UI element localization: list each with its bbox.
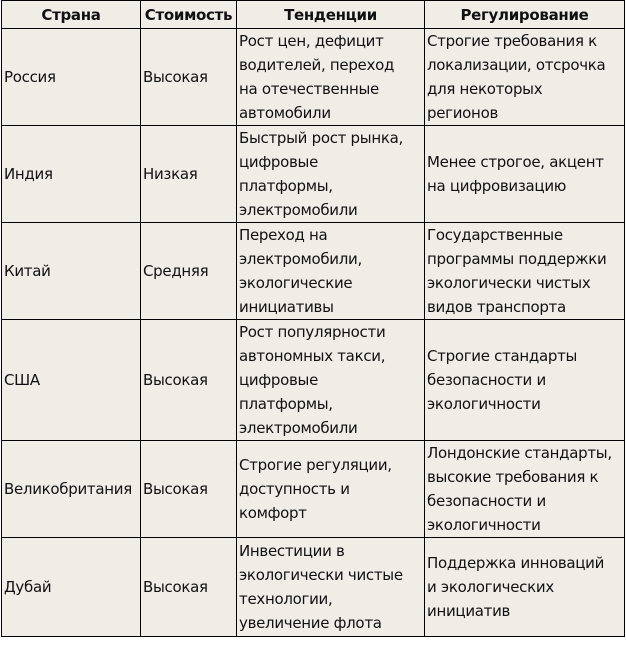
regulation-cell [425,29,625,126]
trends-cell [237,223,425,320]
trends-cell [237,441,425,538]
trends-cell-line: платформы, [239,177,333,195]
trends-cell-line: водителей, переход [239,56,395,74]
trends-cell-line: электромобили [239,201,358,219]
regulation-cell-line: и экологических [427,578,554,596]
regulation-cell-line: экологичности [427,395,541,413]
trends-cell-line: увеличение флота [239,614,382,632]
trends-cell-line: экологические [239,274,353,292]
regulation-cell-line: Поддержка инноваций [427,554,605,572]
trends-cell-line: платформы, [239,395,333,413]
trends-cell-line: технологии, [239,590,333,608]
regulation-cell [425,223,625,320]
trends-cell-line: цифровые [239,371,318,389]
header-country: Страна [2,1,141,29]
country-cell: Индия [2,126,141,223]
regulation-cell-line: Строгие требования к [427,32,597,50]
country-cell: Дубай [2,538,141,637]
trends-cell-line: автомобили [239,104,331,122]
trends-cell-line: комфорт [239,504,307,522]
regulation-cell [425,538,625,637]
trends-cell-line: Переход на [239,226,328,244]
table-row [2,538,625,637]
table-row [2,441,625,538]
cost-cell: Средняя [141,223,237,320]
table-row [2,29,625,126]
regulation-cell-line: безопасности и [427,492,546,510]
regulation-cell-line: Строгие стандарты [427,347,578,365]
table-row [2,320,625,441]
trends-cell [237,538,425,637]
cost-cell: Высокая [141,320,237,441]
trends-cell-line: цифровые [239,153,318,171]
regulation-cell-line: локализации, отсрочка [427,56,606,74]
trends-cell-line: доступность и [239,480,350,498]
trends-cell-line: Инвестиции в [239,542,345,560]
country-cell: Россия [2,29,141,126]
regulation-cell-line: экологичности [427,516,541,534]
trends-cell-line: Рост цен, дефицит [239,32,384,50]
cost-cell: Высокая [141,441,237,538]
trends-cell-line: экологически чистые [239,566,403,584]
regulation-cell [425,320,625,441]
comparison-table [1,0,625,637]
trends-cell [237,29,425,126]
trends-cell [237,126,425,223]
regulation-cell-line: Менее строгое, акцент [427,153,604,171]
header-cost: Стоимость [141,1,237,29]
regulation-cell-line: высокие требования к [427,468,599,486]
cost-cell: Низкая [141,126,237,223]
regulation-cell-line: экологически чистых [427,274,591,292]
regulation-cell-line: для некоторых [427,80,543,98]
cost-cell: Высокая [141,29,237,126]
header-regulation: Регулирование [425,1,625,29]
trends-cell-line: автономных такси, [239,347,386,365]
regulation-cell-line: на цифровизацию [427,177,567,195]
country-cell: США [2,320,141,441]
trends-cell-line: Строгие регуляции, [239,456,392,474]
table-row [2,223,625,320]
regulation-cell [425,441,625,538]
regulation-cell-line: программы поддержки [427,250,607,268]
table-row [2,126,625,223]
trends-cell [237,320,425,441]
trends-cell-line: на отечественные [239,80,379,98]
trends-cell-line: инициативы [239,298,334,316]
cost-cell: Высокая [141,538,237,637]
regulation-cell-line: регионов [427,104,498,122]
trends-cell-line: электромобили, [239,250,362,268]
trends-cell-line: Быстрый рост рынка, [239,129,403,147]
regulation-cell-line: безопасности и [427,371,546,389]
header-row [2,1,625,29]
regulation-cell [425,126,625,223]
trends-cell-line: Рост популярности [239,323,386,341]
header-trends: Тенденции [237,1,425,29]
regulation-cell-line: Государственные [427,226,563,244]
regulation-cell-line: видов транспорта [427,298,566,316]
trends-cell-line: электромобили [239,419,358,437]
country-cell: Китай [2,223,141,320]
country-cell: Великобритания [2,441,141,538]
regulation-cell-line: инициатив [427,602,511,620]
regulation-cell-line: Лондонские стандарты, [427,444,612,462]
